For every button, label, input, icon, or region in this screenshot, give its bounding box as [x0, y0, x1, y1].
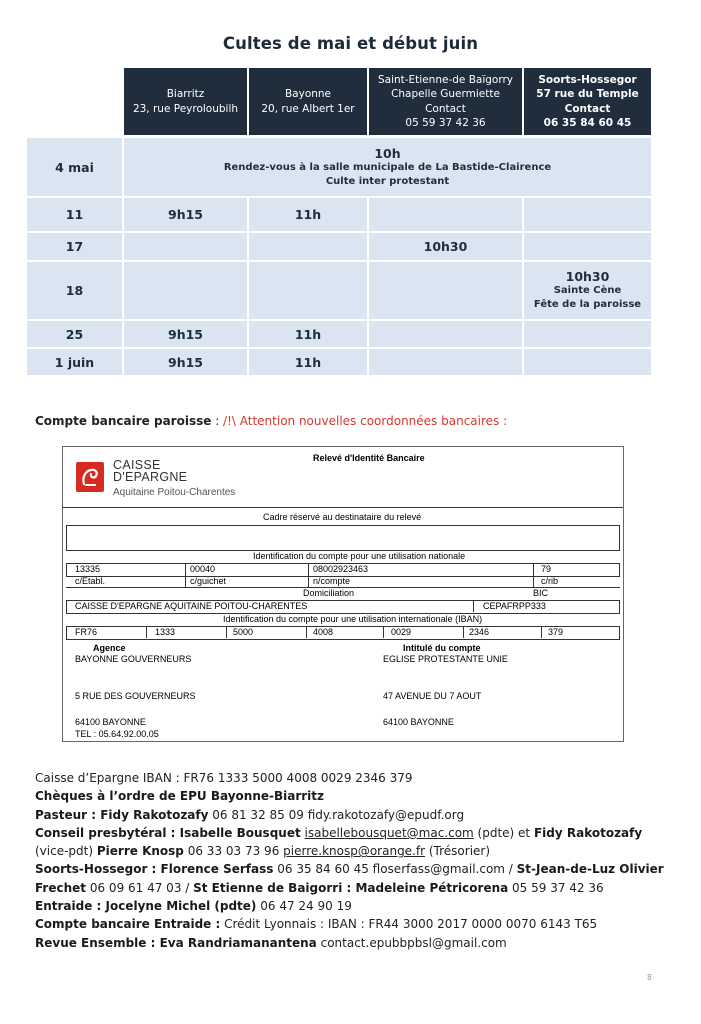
rib-divider	[541, 626, 542, 638]
page-title: Cultes de mai et début juin	[222, 34, 479, 53]
conseil-mid: (pdte) et	[473, 825, 534, 840]
header-biarritz-name: Biarritz	[166, 88, 205, 100]
rib-divider	[146, 626, 147, 638]
rib-national-label: Identification du compte pour une utilisation nationale	[253, 551, 466, 561]
rib-label-compte: n/compte	[313, 576, 351, 586]
rib-domiciliation-label: Domiciliation	[303, 588, 355, 598]
rib-etab: 13335	[75, 564, 101, 574]
rib-cadre-label: Cadre réservé au destinataire du relevé	[263, 512, 422, 522]
conseil-vice: (vice-pdt)	[35, 844, 97, 859]
bank-account-label: Compte bancaire paroisse	[35, 414, 212, 428]
header-bayonne-name: Bayonne	[284, 88, 332, 100]
revue-label: Revue Ensemble : Eva Randriamanantena	[35, 935, 317, 950]
revue-line	[35, 934, 675, 952]
row-date: 17	[65, 239, 84, 254]
page-number: 8	[647, 973, 652, 982]
header-soorts	[524, 68, 651, 135]
rib-guichet: 00040	[190, 564, 216, 574]
bank-account-notice	[35, 414, 507, 428]
row-date: 1 juin	[54, 354, 95, 370]
conseil-line	[35, 824, 675, 861]
schedule-row-18	[27, 262, 651, 319]
rib-agence-name: BAYONNE GOUVERNEURS	[75, 654, 192, 664]
soorts-label: Soorts-Hossegor : Florence Serfass	[35, 862, 274, 877]
rib-iban-part: FR76	[75, 627, 98, 637]
stetienne-label: St Etienne de Baigorri : Madeleine Pétricorena	[193, 880, 509, 895]
row-parish-feast: Fête de la paroisse	[533, 299, 642, 310]
bank-logo-name	[113, 459, 187, 483]
conseil-label: Conseil presbytéral : Isabelle Bousquet	[35, 825, 301, 840]
row-date: 4 mai	[55, 159, 94, 175]
row-biarritz-time: 9h15	[168, 207, 203, 222]
header-saint-etienne-contact: Contact	[425, 102, 466, 115]
rib-rule	[63, 507, 623, 508]
row-date: 25	[65, 326, 84, 342]
rib-divider	[306, 626, 307, 638]
soorts-contact: 06 35 84 60 45 floserfass@gmail.com /	[273, 862, 517, 877]
rib-divider	[226, 626, 227, 638]
tresorier-email-link[interactable]: pierre.knosp@orange.fr	[283, 844, 426, 859]
pasteur-contact: 06 81 32 85 09 fidy.rakotozafy@epudf.org	[208, 807, 465, 822]
header-soorts-name: Soorts-Hossegor	[538, 73, 637, 86]
row-bayonne-time: 11h	[294, 207, 322, 222]
rib-bic-label: BIC	[533, 588, 549, 598]
header-saint-etienne	[369, 68, 522, 135]
rib-divider	[308, 563, 309, 587]
header-soorts-phone: 06 35 84 60 45	[543, 117, 632, 129]
rib-domiciliation: CAISSE D'EPARGNE AQUITAINE POITOU-CHARENTES	[75, 601, 308, 611]
column-divider	[522, 233, 524, 260]
pasteur-line	[35, 806, 675, 824]
column-divider	[122, 233, 124, 260]
rib-cadre-box	[66, 525, 620, 551]
column-divider	[367, 349, 369, 375]
entraide-account-line	[35, 915, 675, 933]
header-saint-etienne-phone: 05 59 37 42 36	[405, 117, 486, 129]
header-soorts-address: 57 rue du Temple	[536, 88, 639, 100]
rib-bic: CEPAFRPP333	[483, 601, 546, 611]
row-time: 10h	[374, 145, 401, 161]
stjean-contact: 06 09 61 47 03 /	[86, 880, 194, 895]
header-soorts-contact: Contact	[564, 102, 611, 115]
rib-iban-box	[66, 626, 620, 640]
rib-key: 79	[541, 564, 552, 574]
schedule-row-11	[27, 198, 651, 231]
rib-international-label: Identification du compte pour une utilisation internationale (IBAN)	[223, 614, 483, 624]
rib-label-rib: c/rib	[541, 576, 559, 586]
column-divider	[122, 262, 124, 319]
column-divider	[247, 233, 249, 260]
rib-iban-part: 2346	[469, 627, 490, 637]
column-divider	[522, 349, 524, 375]
rib-account-number: 08002923463	[313, 564, 369, 574]
row-location: Rendez-vous à la salle municipale de La Bastide-Clairence	[223, 161, 552, 173]
column-divider	[367, 321, 369, 347]
stetienne-contact: 05 59 37 42 36	[508, 880, 604, 895]
column-divider	[367, 262, 369, 319]
schedule-row-17	[27, 233, 651, 260]
schedule-row-4-mai	[27, 138, 651, 196]
column-divider	[522, 321, 524, 347]
rib-agence-city: 64100 BAYONNE	[75, 717, 146, 727]
stjean-label: St-Jean-de-Luz Olivier Frechet	[35, 862, 664, 895]
header-biarritz-address: 23, rue Peyroloubilh	[132, 102, 239, 115]
rib-label-guichet: c/guichet	[190, 576, 227, 586]
contact-information	[35, 769, 675, 952]
soorts-line	[35, 860, 675, 897]
bank-logo-line1: CAISSE	[113, 458, 161, 472]
header-bayonne	[249, 68, 367, 135]
rib-holder-name: EGLISE PROTESTANTE UNIE	[383, 654, 508, 664]
rib-iban-part: 1333	[155, 627, 176, 637]
rib-agence-label: Agence	[93, 643, 126, 653]
entraide-label: Entraide : Jocelyne Michel (pdte)	[35, 899, 257, 914]
entraide-account-label: Compte bancaire Entraide :	[35, 917, 221, 932]
rib-holder-city: 64100 BAYONNE	[383, 717, 454, 727]
rib-iban-part: 4008	[313, 627, 334, 637]
cheques-line: Chèques à l’ordre de EPU Bayonne-Biarritz	[35, 789, 325, 804]
conseil-tel: 06 33 03 73 96	[183, 844, 284, 859]
pasteur-label: Pasteur : Fidy Rakotozafy	[35, 807, 209, 822]
rib-divider	[473, 600, 474, 612]
row-communion: Sainte Cène	[553, 285, 622, 296]
column-divider	[522, 198, 524, 231]
row-time: 10h30	[565, 269, 610, 284]
column-divider	[367, 198, 369, 231]
caisse-epargne-squirrel-icon	[76, 462, 104, 492]
revue-contact: contact.epubbpbsl@gmail.com	[316, 935, 507, 950]
row-date: 18	[65, 283, 84, 298]
schedule-row-25	[27, 321, 651, 347]
row-biarritz-time: 9h15	[168, 354, 203, 370]
header-biarritz	[124, 68, 247, 135]
rib-iban-part: 379	[548, 627, 564, 637]
rib-divider	[185, 563, 186, 587]
rib-agence-phone: TEL : 05.64.92.00.05	[75, 729, 159, 739]
rib-heading: Relevé d'Identité Bancaire	[313, 453, 425, 463]
rib-divider	[383, 626, 384, 638]
conseil-pierre: Pierre Knosp	[96, 844, 184, 859]
row-bayonne-time: 11h	[294, 326, 322, 342]
conseil-email-link[interactable]: isabellebousquet@mac.com	[304, 825, 474, 840]
entraide-line	[35, 897, 675, 915]
header-saint-etienne-chapel: Chapelle Guermiette	[391, 88, 500, 100]
rib-document	[62, 446, 624, 742]
column-divider	[247, 262, 249, 319]
entraide-contact: 06 47 24 90 19	[256, 899, 352, 914]
rib-iban-part: 0029	[391, 627, 412, 637]
row-saint-etienne-time: 10h30	[423, 239, 468, 254]
row-biarritz-time: 9h15	[168, 326, 203, 342]
row-joint-service	[124, 138, 651, 196]
row-date: 11	[65, 207, 84, 222]
conseil-tresorier: (Trésorier)	[425, 844, 491, 859]
row-soorts-service	[524, 262, 651, 319]
iban-line: Caisse d’Epargne IBAN : FR76 1333 5000 4008 0029 2346 379	[35, 771, 413, 785]
rib-iban-part: 5000	[233, 627, 254, 637]
row-description: Culte inter protestant	[325, 175, 450, 187]
rib-divider	[533, 563, 534, 587]
conseil-fidy: Fidy Rakotozafy	[533, 825, 643, 840]
header-bayonne-address: 20, rue Albert 1er	[261, 102, 355, 115]
schedule-row-1-juin	[27, 349, 651, 375]
rib-agence-street: 5 RUE DES GOUVERNEURS	[75, 691, 196, 701]
row-bayonne-time: 11h	[294, 354, 322, 370]
bank-account-separator: :	[211, 414, 224, 428]
header-saint-etienne-name: Saint-Etienne-de Baïgorry	[377, 73, 514, 86]
bank-logo-region: Aquitaine Poitou-Charentes	[113, 487, 236, 498]
rib-divider	[463, 626, 464, 638]
entraide-account-value: Crédit Lyonnais : IBAN : FR44 3000 2017 0000 0070 6143 T65	[220, 917, 598, 932]
rib-holder-street: 47 AVENUE DU 7 AOUT	[383, 691, 482, 701]
bank-logo-line2: D'EPARGNE	[113, 470, 188, 484]
rib-intitule-label: Intitulé du compte	[403, 643, 481, 653]
bank-account-warning: /!\ Attention nouvelles coordonnées bancaires :	[223, 414, 508, 428]
rib-label-etab: c/Etabl.	[75, 576, 106, 586]
